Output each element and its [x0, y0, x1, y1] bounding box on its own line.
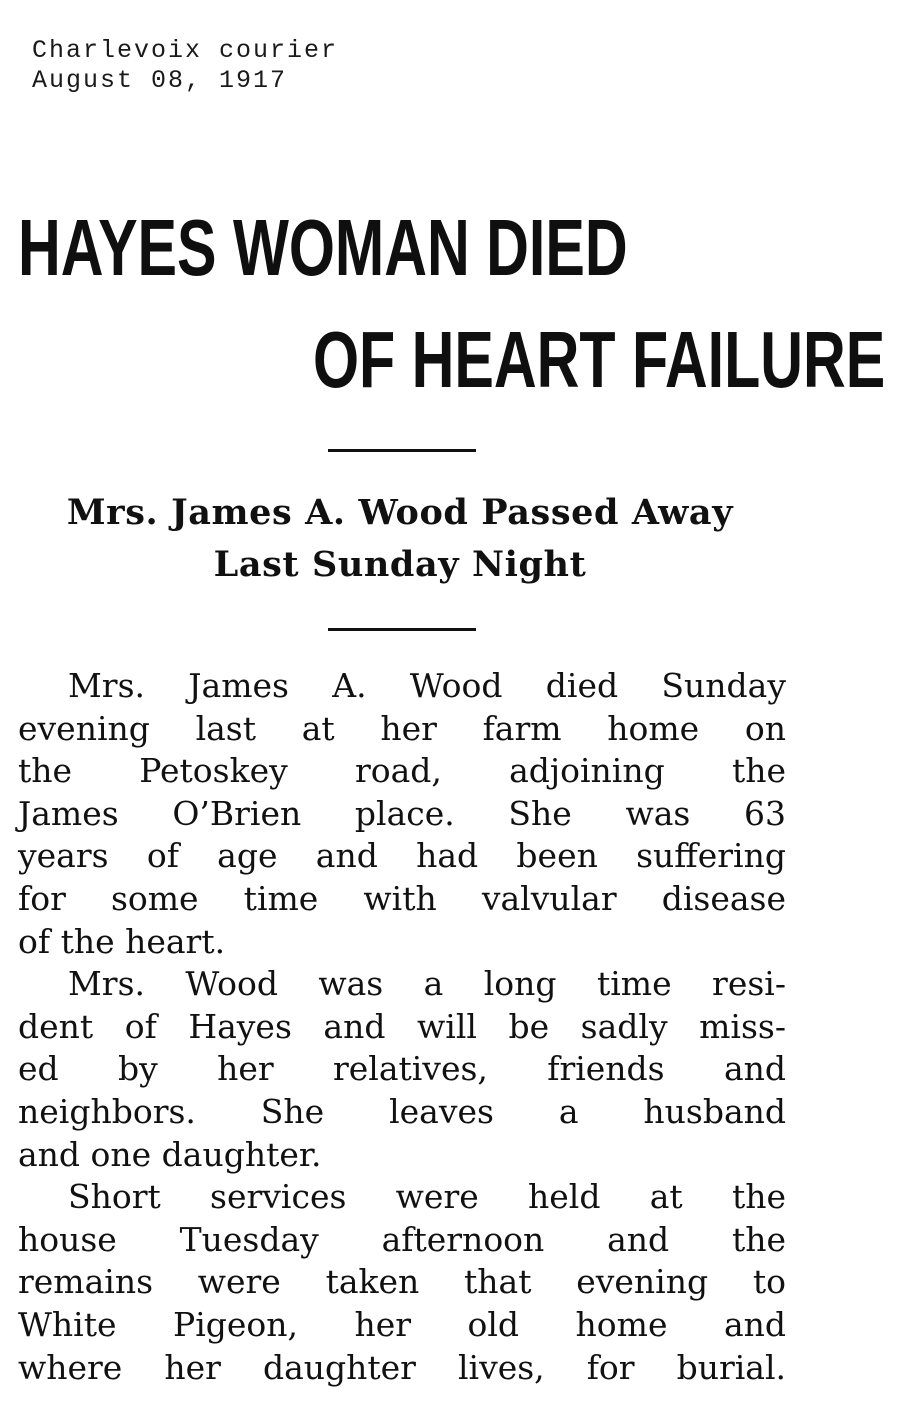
divider-rule-bottom	[328, 628, 476, 631]
article-line: of the heart.	[18, 921, 226, 961]
article-line: where her daughter lives, for burial.	[18, 1347, 786, 1387]
subheadline-line-2: Last Sunday Night	[213, 544, 587, 585]
subheadline-line-1: Mrs. James A. Wood Passed Away	[66, 492, 734, 533]
article-line: neighbors. She leaves a husband	[18, 1091, 786, 1131]
article-line: Mrs. Wood was a long time resi-	[68, 964, 786, 1004]
article-line: James O’Brien place. She was 63	[18, 793, 786, 833]
article-line: Mrs. James A. Wood died Sunday	[68, 666, 786, 705]
article-line: dent of Hayes and will be sadly miss-	[18, 1006, 786, 1046]
article-line: for some time with valvular disease	[18, 878, 786, 918]
article-line: evening last at her farm home on	[18, 708, 786, 748]
headline-line-1: HAYES WOMAN DIED	[18, 203, 628, 292]
publication-date: August 08, 1917	[32, 66, 288, 95]
article-line: ed by her relatives, friends and	[18, 1049, 786, 1089]
paper-name: Charlevoix courier	[32, 36, 339, 65]
article-line: remains were taken that evening to	[18, 1262, 786, 1302]
article-body	[18, 665, 786, 1389]
headline-line-2: OF HEART FAILURE	[313, 315, 886, 404]
divider-rule-top	[328, 449, 476, 452]
article-line: the Petoskey road, adjoining the	[18, 751, 786, 791]
article-line: Short services were held at the	[68, 1177, 786, 1217]
article-line: years of age and had been suffering	[18, 836, 786, 876]
article-line: White Pigeon, her old home and	[18, 1304, 786, 1344]
masthead	[32, 36, 338, 96]
article-line: and one daughter.	[18, 1134, 322, 1174]
article-line: house Tuesday afternoon and the	[18, 1219, 786, 1259]
